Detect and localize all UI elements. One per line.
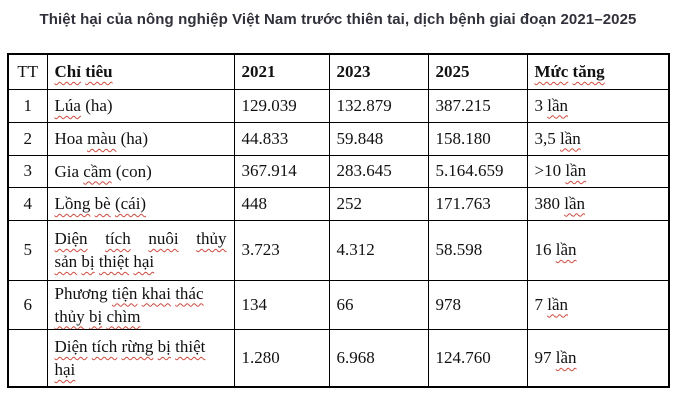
squiggled-word: bè xyxy=(94,194,111,213)
row-number-cell: 3 xyxy=(8,155,47,187)
indicator-line xyxy=(55,358,227,381)
indicator-line xyxy=(55,192,227,215)
squiggled-word: lần xyxy=(547,95,569,115)
table-row xyxy=(8,329,669,387)
indicator-line xyxy=(55,94,227,117)
squiggled-word: lần xyxy=(547,294,569,314)
squiggled-word: lần xyxy=(555,240,577,259)
table-row xyxy=(8,187,669,220)
value-2025-cell: 158.180 xyxy=(428,122,527,155)
indicator-line xyxy=(55,160,227,183)
squiggled-word: tích xyxy=(105,229,131,248)
indicator-line xyxy=(55,250,227,273)
squiggled-word: nuôi xyxy=(148,229,179,248)
table-row xyxy=(8,280,669,329)
growth-cell xyxy=(527,155,669,187)
word: 3 xyxy=(534,95,543,115)
squiggled-word: bị xyxy=(157,336,171,356)
word: 2023 xyxy=(336,61,371,81)
squiggled-word: màu xyxy=(87,129,117,148)
squiggled-word: lần xyxy=(565,161,587,180)
squiggled-word: thiệt xyxy=(175,336,206,356)
value-2023-cell: 252 xyxy=(329,187,428,220)
growth-cell xyxy=(527,187,669,220)
header-cell-2021 xyxy=(234,54,329,89)
squiggled-word: tiện xyxy=(111,283,138,303)
word: (ha) xyxy=(120,129,148,148)
growth-cell xyxy=(527,329,669,387)
value-2023-cell: 6.968 xyxy=(329,329,428,387)
word: 16 xyxy=(534,240,552,259)
value-2023-cell: 132.879 xyxy=(329,89,428,122)
word: 380 xyxy=(534,193,560,213)
table-row xyxy=(8,155,669,187)
growth-cell xyxy=(527,89,669,122)
indicator-line xyxy=(55,127,227,150)
table-row xyxy=(8,122,669,155)
value-2021-cell: 129.039 xyxy=(234,89,329,122)
squiggled-word: cầm xyxy=(83,161,112,181)
indicator-cell xyxy=(47,155,234,187)
header-cell-m-c-t-ng xyxy=(527,54,669,89)
indicator-cell xyxy=(47,122,234,155)
word: (ha) xyxy=(85,96,113,115)
squiggled-word: chìm xyxy=(106,306,141,326)
damage-table xyxy=(7,53,670,388)
squiggled-word: thủy xyxy=(196,229,227,248)
indicator-cell xyxy=(47,220,234,280)
value-2025-cell: 5.164.659 xyxy=(428,155,527,187)
squiggled-word: thiệt xyxy=(98,252,130,271)
header-cell-tt xyxy=(8,54,47,89)
document-page xyxy=(0,11,676,388)
value-2025-cell: 171.763 xyxy=(428,187,527,220)
squiggled-word: khai xyxy=(141,283,171,303)
word: 3,5 xyxy=(534,128,556,148)
word: 2025 xyxy=(435,61,470,81)
squiggled-word: tích xyxy=(91,336,118,356)
row-number-cell xyxy=(8,329,47,387)
squiggled-word: Diện xyxy=(54,229,88,248)
value-2025-cell: 387.215 xyxy=(428,89,527,122)
value-2021-cell: 448 xyxy=(234,187,329,220)
indicator-cell xyxy=(47,89,234,122)
squiggled-word: thác xyxy=(175,283,204,303)
squiggled-word: lần xyxy=(555,347,577,367)
table-title: Thiệt hại của nông nghiệp Việt Nam trước thiên tai, dịch bệnh giai đoạn 2021–2025 xyxy=(39,11,637,28)
growth-cell xyxy=(527,280,669,329)
word: 2021 xyxy=(241,61,276,81)
value-2021-cell: 134 xyxy=(234,280,329,329)
value-2025-cell: 124.760 xyxy=(428,329,527,387)
table-header xyxy=(8,54,669,89)
squiggled-word: tăng xyxy=(572,61,605,81)
squiggled-word: bị xyxy=(81,252,95,271)
squiggled-word: lần xyxy=(564,193,586,213)
value-2025-cell: 978 xyxy=(428,280,527,329)
header-cell-2023 xyxy=(329,54,428,89)
squiggled-word: Mức xyxy=(534,61,569,81)
word: (con) xyxy=(115,161,152,181)
word: >10 xyxy=(534,161,562,180)
header-cell-ch-ti-u xyxy=(47,54,234,89)
squiggled-word: Chỉ xyxy=(54,61,81,81)
indicator-cell xyxy=(47,329,234,387)
squiggled-word: thủy xyxy=(54,306,85,326)
value-2021-cell: 3.723 xyxy=(234,220,329,280)
header-row xyxy=(8,54,669,89)
word: 97 xyxy=(534,347,552,367)
row-number-cell: 1 xyxy=(8,89,47,122)
row-number-cell: 6 xyxy=(8,280,47,329)
header-cell-2025 xyxy=(428,54,527,89)
squiggled-word: (cái) xyxy=(114,194,147,213)
value-2023-cell: 283.645 xyxy=(329,155,428,187)
value-2023-cell: 66 xyxy=(329,280,428,329)
table-row xyxy=(8,220,669,280)
indicator-cell xyxy=(47,280,234,329)
row-number-cell: 4 xyxy=(8,187,47,220)
value-2023-cell: 59.848 xyxy=(329,122,428,155)
squiggled-word: tiêu xyxy=(85,61,113,81)
squiggled-word: bị xyxy=(88,306,103,326)
growth-cell xyxy=(527,122,669,155)
indicator-line xyxy=(55,335,227,358)
squiggled-word: lần xyxy=(560,128,581,148)
squiggled-word: hại xyxy=(54,359,76,379)
word: Hoa xyxy=(54,129,83,148)
indicator-line xyxy=(55,305,227,328)
squiggled-word: sản xyxy=(54,252,78,271)
indicator-cell xyxy=(47,187,234,220)
value-2023-cell: 4.312 xyxy=(329,220,428,280)
value-2021-cell: 1.280 xyxy=(234,329,329,387)
squiggled-word: Diện xyxy=(54,336,88,356)
table-body xyxy=(8,89,669,387)
table-row xyxy=(8,89,669,122)
word: Phương xyxy=(54,283,108,303)
squiggled-word: rừng xyxy=(121,336,154,356)
squiggled-word: Lồng xyxy=(54,194,91,213)
word: Gia xyxy=(54,161,80,181)
growth-cell xyxy=(527,220,669,280)
indicator-line xyxy=(55,227,227,250)
word: 7 xyxy=(534,294,543,314)
squiggled-word: hại xyxy=(133,252,155,271)
value-2021-cell: 44.833 xyxy=(234,122,329,155)
row-number-cell: 5 xyxy=(8,220,47,280)
row-number-cell: 2 xyxy=(8,122,47,155)
indicator-line xyxy=(55,282,227,305)
value-2025-cell: 58.598 xyxy=(428,220,527,280)
squiggled-word: Lúa xyxy=(54,96,81,115)
word: TT xyxy=(17,61,39,81)
value-2021-cell: 367.914 xyxy=(234,155,329,187)
